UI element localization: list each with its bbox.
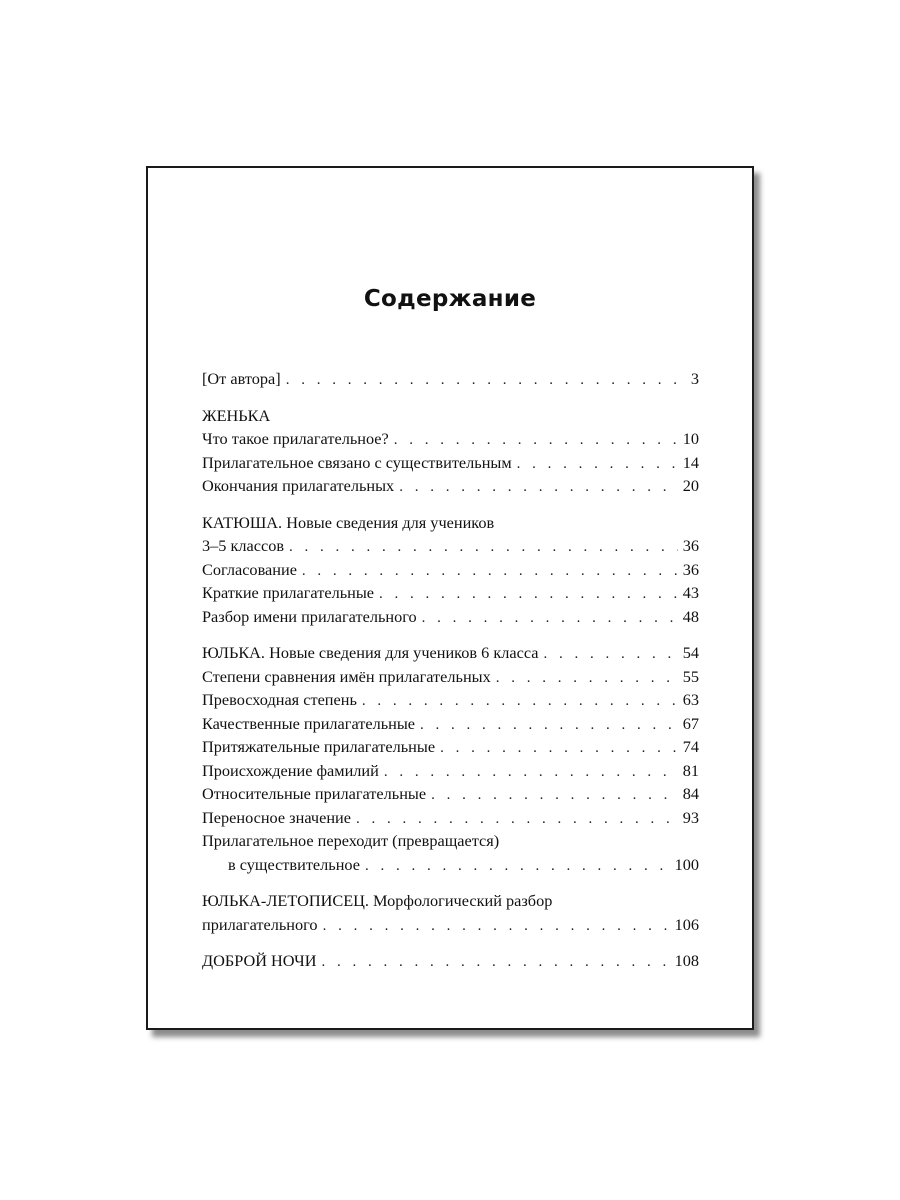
toc-entry-page: 48: [682, 606, 699, 626]
toc-entry: [202, 712, 699, 736]
leader-dots: [517, 453, 678, 477]
leader-dots: [440, 737, 678, 761]
toc-entry: [202, 558, 699, 582]
toc-entry: [202, 605, 699, 629]
toc-entry-title: Переносное значение: [202, 807, 351, 827]
leader-dots: [431, 784, 678, 808]
leader-dots: [422, 607, 678, 631]
toc-entry: [202, 534, 699, 558]
toc-entry: [202, 474, 699, 498]
toc-entry-page: 74: [682, 737, 699, 756]
leader-dots: [384, 761, 678, 785]
toc-section-heading: [202, 641, 699, 665]
toc-entry-title: 3–5 классов: [202, 536, 285, 555]
book-page: [146, 166, 754, 1030]
toc-entry-title: Краткие прилагательные: [202, 583, 375, 602]
toc-entry-page: 84: [682, 784, 699, 803]
toc-entry-page: 54: [682, 643, 699, 662]
toc-entry-page: 3: [690, 369, 699, 388]
toc-entry-title: Согласование: [202, 559, 297, 579]
page-title: Содержание: [363, 286, 537, 312]
toc-section-heading: КАТЮША. Новые сведения для учеников: [202, 512, 495, 532]
toc-entry-page: 36: [682, 559, 699, 579]
toc-section-good-night: [202, 949, 699, 973]
toc-section-katyusha: [202, 511, 699, 629]
toc-section-zhenka: [202, 404, 699, 498]
toc-entry: [202, 913, 699, 937]
toc-entry: [202, 759, 699, 783]
toc-entry-page: 55: [682, 666, 699, 686]
toc-section-intro: [202, 367, 699, 391]
toc-entry-title: [От автора]: [202, 369, 281, 388]
toc-section-heading: ЮЛЬКА-ЛЕТОПИСЕЦ. Морфологический разбор: [202, 891, 553, 910]
toc-entry-page: 100: [674, 854, 699, 874]
toc-entry: [202, 782, 699, 806]
leader-dots: [496, 667, 678, 691]
toc-entry-title: Превосходная степень: [202, 690, 357, 709]
toc-entry-title: Прилагательное переходит (превращается): [202, 831, 500, 850]
toc-entry-title: Прилагательное связано с существительным: [202, 452, 512, 472]
toc-entry: [202, 735, 699, 759]
toc-entry-title: ДОБРОЙ НОЧИ: [202, 951, 317, 970]
toc-entry-title: Что такое прилагательное?: [202, 429, 389, 448]
toc-entry-page: 81: [682, 760, 699, 780]
leader-dots: [356, 808, 678, 832]
toc-entry-title: Окончания прилагательных: [202, 476, 395, 495]
toc-entry: [202, 581, 699, 605]
toc-entry-page: 67: [682, 713, 699, 733]
leader-dots: [286, 369, 686, 393]
leader-dots: [323, 915, 670, 939]
leader-dots: [544, 643, 678, 667]
leader-dots: [362, 690, 678, 714]
toc-entry-page: 63: [682, 690, 699, 709]
toc-entry: [202, 806, 699, 830]
toc-entry-title: прилагательного: [202, 914, 318, 934]
toc-section-yulka: [202, 641, 699, 876]
toc-entry-page: 10: [682, 429, 699, 448]
leader-dots: [379, 583, 678, 607]
toc-entry-page: 20: [682, 476, 699, 495]
toc-entry-page: 93: [682, 807, 699, 827]
leader-dots: [399, 476, 678, 500]
toc-entry: [202, 853, 699, 877]
toc-section-heading: ЖЕНЬКА: [202, 405, 271, 425]
toc-entry: [202, 688, 699, 712]
toc-entry: [202, 949, 699, 973]
leader-dots: [302, 560, 678, 584]
toc-entry: [202, 427, 699, 451]
toc-entry-title: Качественные прилагательные: [202, 713, 416, 733]
leader-dots: [420, 714, 678, 738]
toc-entry-page: 108: [674, 951, 699, 970]
toc-entry: [202, 451, 699, 475]
toc-entry: [202, 665, 699, 689]
toc-entry-title: Происхождение фамилий: [202, 760, 379, 780]
leader-dots: [365, 855, 670, 879]
leader-dots: [322, 951, 670, 975]
toc-entry-page: 36: [682, 536, 699, 555]
toc-section-yulka-letopisets: [202, 889, 699, 936]
table-of-contents: [202, 367, 699, 986]
toc-entry-title: Притяжательные прилагательные: [202, 737, 436, 756]
toc-entry-page: 14: [682, 452, 699, 472]
leader-dots: [289, 536, 678, 560]
toc-entry: [202, 367, 699, 391]
toc-entry-title: Относительные прилагательные: [202, 784, 427, 803]
toc-entry-page: 43: [682, 583, 699, 602]
toc-entry-title: в существительное: [228, 854, 360, 874]
toc-entry-title: Разбор имени прилагательного: [202, 606, 417, 626]
toc-entry-title: ЮЛЬКА. Новые сведения для учеников 6 класса: [202, 643, 539, 662]
leader-dots: [394, 429, 678, 453]
toc-entry-page: 106: [674, 914, 699, 934]
toc-entry-title: Степени сравнения имён прилагательных: [202, 666, 491, 686]
